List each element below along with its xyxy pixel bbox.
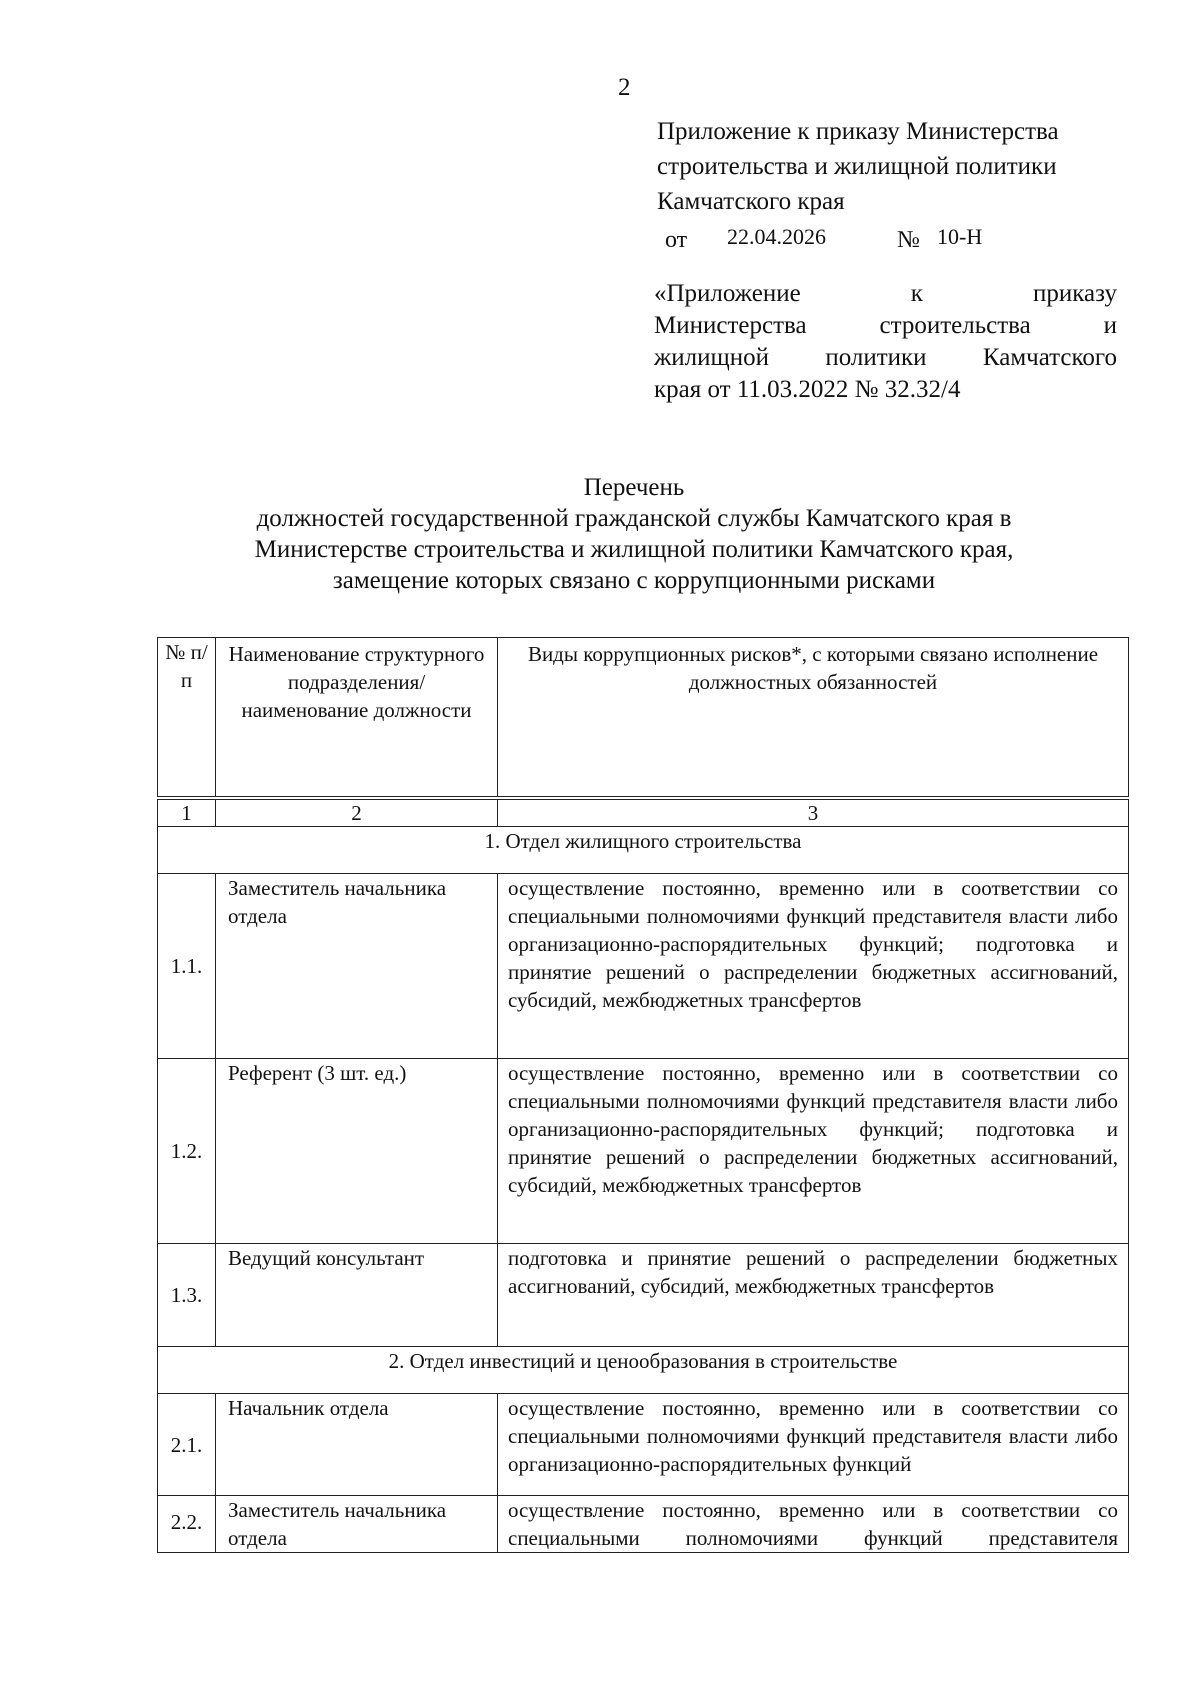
row-number: 1.1. [158,874,216,1059]
row-risks: осуществление постоянно, временно или в соответствии со специальными полномочиями функций представителя [498,1496,1129,1553]
row-position: Ведущий консультант [216,1244,498,1347]
table-header-row [158,638,1129,799]
appendix-line-2: строительства и жилищной политики [657,153,1057,180]
document-title [160,472,1108,596]
appendix-line-3: Камчатского края [657,188,845,215]
from-label: от [665,227,688,253]
quoted-line-3: жилищной политики Камчатского [654,344,1117,371]
row-number: 2.2. [158,1496,216,1553]
column-number-row [158,798,1129,827]
section-row [158,1347,1129,1394]
table-row [158,1059,1129,1244]
order-date: 22.04.2026 [727,224,826,249]
order-date-number-line [657,219,1117,253]
column-number-1: 1 [158,798,216,827]
section-title: 2. Отдел инвестиций и ценообразования в строительстве [158,1347,1129,1394]
quoted-line-2: Министерства строительства и [654,312,1117,339]
row-position: Начальник отдела [216,1394,498,1496]
row-position: Заместитель начальника отдела [216,874,498,1059]
page-number: 2 [618,74,631,101]
table-row [158,1496,1129,1553]
table-row [158,1394,1129,1496]
title-line-1: Перечень [583,474,685,501]
title-line-4: замещение которых связано с коррупционными рисками [332,567,936,594]
column-number-2: 2 [216,798,498,827]
appendix-line-1: Приложение к приказу Министерства [657,118,1059,145]
quoted-appendix [654,278,1117,406]
header-position: Наименование структурного подразделения/ наименование должности [216,638,498,799]
table-row [158,1244,1129,1347]
row-risks: осуществление постоянно, временно или в соответствии со специальными полномочиями функций представителя власти либо организационно-распорядительных функций; подготовка и принятие решений о распределении бюджетных ассигнований, субсидий, межбюджетных трансфертов [498,874,1129,1059]
title-line-2: должностей государственной гражданской службы Камчатского края в [256,505,1012,532]
quoted-line-1: «Приложение к приказу [654,280,1117,307]
row-risks: подготовка и принятие решений о распределении бюджетных ассигнований, субсидий, межбюджетных трансфертов [498,1244,1129,1347]
row-number: 2.1. [158,1394,216,1496]
row-risks: осуществление постоянно, временно или в соответствии со специальными полномочиями функций представителя власти либо организационно-распорядительных функций [498,1394,1129,1496]
row-risks: осуществление постоянно, временно или в соответствии со специальными полномочиями функций представителя власти либо организационно-распорядительных функций; подготовка и принятие решений о распределении бюджетных ассигнований, субсидий, межбюджетных трансфертов [498,1059,1129,1244]
header-risks: Виды коррупционных рисков*, с которыми связано исполнение должностных обязанностей [498,638,1129,799]
row-number: 1.2. [158,1059,216,1244]
table-row [158,874,1129,1059]
section-title: 1. Отдел жилищного строительства [158,827,1129,874]
column-number-3: 3 [498,798,1129,827]
section-row [158,827,1129,874]
risk-table [157,637,1129,1553]
row-number: 1.3. [158,1244,216,1347]
title-line-3: Министерстве строительства и жилищной политики Камчатского края, [254,536,1014,563]
quoted-line-4: края от 11.03.2022 № 32.32/4 [654,376,961,403]
number-label: № [897,227,920,253]
row-position: Заместитель начальника отдела [216,1496,498,1553]
appendix-header [657,114,1117,253]
order-number: 10-Н [937,224,983,249]
header-num: № п/п [158,638,216,799]
row-position: Референт (3 шт. ед.) [216,1059,498,1244]
